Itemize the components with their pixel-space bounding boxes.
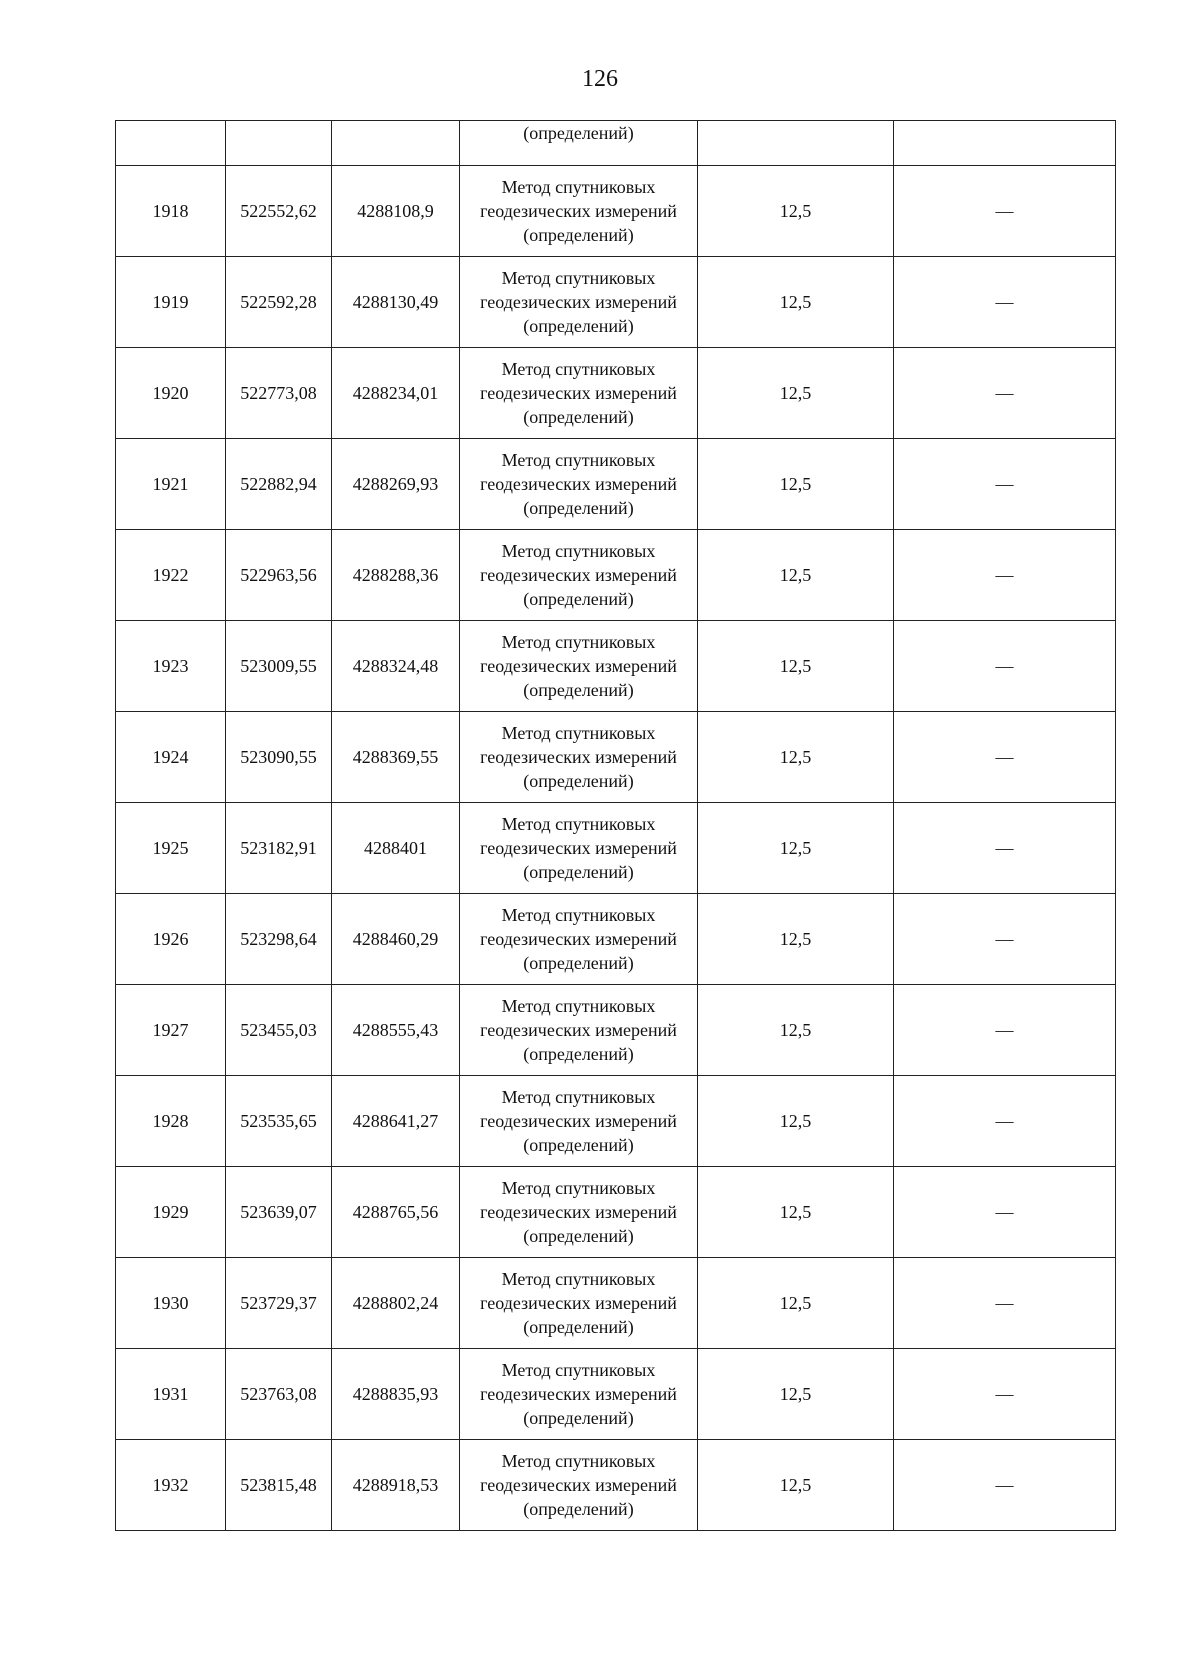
cell-point-number: 1926 — [116, 894, 226, 985]
method-line: (определений) — [523, 862, 634, 882]
cell-point-number: 1925 — [116, 803, 226, 894]
method-line: (определений) — [523, 771, 634, 791]
cell-x: 523815,48 — [226, 1440, 332, 1531]
cell-precision: 12,5 — [698, 439, 894, 530]
cell-point-number: 1927 — [116, 985, 226, 1076]
method-line: Метод спутниковых — [501, 268, 656, 288]
method-line: Метод спутниковых — [501, 723, 656, 743]
cell-note: — — [894, 1440, 1116, 1531]
cell-point-number: 1920 — [116, 348, 226, 439]
method-line: (определений) — [523, 1408, 634, 1428]
cell-precision: 12,5 — [698, 348, 894, 439]
method-line: (определений) — [523, 1317, 634, 1337]
method-line: Метод спутниковых — [501, 1269, 656, 1289]
table-row — [116, 257, 1116, 348]
method-line: (определений) — [523, 589, 634, 609]
method-line: (определений) — [523, 498, 634, 518]
cell-point-number: 1918 — [116, 166, 226, 257]
method-line: геодезических измерений — [480, 565, 677, 585]
method-line: (определений) — [523, 1226, 634, 1246]
cell-method — [460, 166, 698, 257]
method-line: Метод спутниковых — [501, 814, 656, 834]
cell-precision: 12,5 — [698, 621, 894, 712]
cell-note: — — [894, 621, 1116, 712]
cell-point-number: 1919 — [116, 257, 226, 348]
cell-method — [460, 348, 698, 439]
table-body — [116, 121, 1116, 1531]
cell-y: 4288269,93 — [332, 439, 460, 530]
cell-precision: 12,5 — [698, 712, 894, 803]
cell-method — [460, 1258, 698, 1349]
cell-precision: 12,5 — [698, 1167, 894, 1258]
table-row — [116, 1440, 1116, 1531]
method-line: (определений) — [523, 1044, 634, 1064]
method-line: Метод спутниковых — [501, 359, 656, 379]
cell-x: 523298,64 — [226, 894, 332, 985]
cell-method — [460, 894, 698, 985]
method-line: Метод спутниковых — [501, 632, 656, 652]
cell-y — [332, 121, 460, 166]
cell-point-number: 1928 — [116, 1076, 226, 1167]
cell-y: 4288918,53 — [332, 1440, 460, 1531]
cell-note: — — [894, 1349, 1116, 1440]
cell-point-number: 1923 — [116, 621, 226, 712]
cell-note: — — [894, 348, 1116, 439]
table-row — [116, 712, 1116, 803]
table-row — [116, 1076, 1116, 1167]
method-line: геодезических измерений — [480, 383, 677, 403]
method-line: геодезических измерений — [480, 474, 677, 494]
method-line: Метод спутниковых — [501, 1360, 656, 1380]
table-row — [116, 894, 1116, 985]
cell-y: 4288460,29 — [332, 894, 460, 985]
cell-note: — — [894, 257, 1116, 348]
cell-precision — [698, 121, 894, 166]
cell-point-number: 1931 — [116, 1349, 226, 1440]
cell-method — [460, 1349, 698, 1440]
cell-precision: 12,5 — [698, 1440, 894, 1531]
cell-method — [460, 439, 698, 530]
cell-x — [226, 121, 332, 166]
table-row — [116, 1167, 1116, 1258]
cell-note — [894, 121, 1116, 166]
cell-point-number: 1922 — [116, 530, 226, 621]
cell-y: 4288234,01 — [332, 348, 460, 439]
cell-x: 522882,94 — [226, 439, 332, 530]
cell-x: 523182,91 — [226, 803, 332, 894]
table-row — [116, 348, 1116, 439]
method-line: геодезических измерений — [480, 929, 677, 949]
cell-method — [460, 1076, 698, 1167]
cell-point-number: 1924 — [116, 712, 226, 803]
cell-method — [460, 1440, 698, 1531]
method-line: Метод спутниковых — [501, 905, 656, 925]
method-line: (определений) — [523, 316, 634, 336]
method-line: Метод спутниковых — [501, 450, 656, 470]
cell-y: 4288765,56 — [332, 1167, 460, 1258]
cell-y: 4288401 — [332, 803, 460, 894]
method-line: (определений) — [523, 407, 634, 427]
table-row — [116, 1258, 1116, 1349]
cell-point-number: 1929 — [116, 1167, 226, 1258]
table-row — [116, 985, 1116, 1076]
cell-note: — — [894, 985, 1116, 1076]
cell-x: 523639,07 — [226, 1167, 332, 1258]
method-line: (определений) — [523, 953, 634, 973]
method-line: Метод спутниковых — [501, 1178, 656, 1198]
cell-y: 4288324,48 — [332, 621, 460, 712]
cell-note: — — [894, 530, 1116, 621]
method-line: геодезических измерений — [480, 201, 677, 221]
cell-precision: 12,5 — [698, 1076, 894, 1167]
cell-x: 523535,65 — [226, 1076, 332, 1167]
cell-precision: 12,5 — [698, 894, 894, 985]
page-number: 126 — [582, 66, 618, 92]
method-line: геодезических измерений — [480, 292, 677, 312]
cell-precision: 12,5 — [698, 257, 894, 348]
cell-method — [460, 530, 698, 621]
cell-point-number: 1930 — [116, 1258, 226, 1349]
cell-y: 4288555,43 — [332, 985, 460, 1076]
cell-method: (определений) — [460, 121, 698, 166]
method-line: (определений) — [523, 680, 634, 700]
method-line: геодезических измерений — [480, 1020, 677, 1040]
table-row — [116, 439, 1116, 530]
cell-y: 4288835,93 — [332, 1349, 460, 1440]
method-line: (определений) — [523, 1135, 634, 1155]
cell-x: 523763,08 — [226, 1349, 332, 1440]
cell-note: — — [894, 1076, 1116, 1167]
table-row — [116, 166, 1116, 257]
cell-note: — — [894, 439, 1116, 530]
method-line: геодезических измерений — [480, 1293, 677, 1313]
table-row — [116, 621, 1116, 712]
cell-note: — — [894, 1167, 1116, 1258]
cell-note: — — [894, 166, 1116, 257]
table-row — [116, 530, 1116, 621]
continuation-row — [116, 121, 1116, 166]
cell-note: — — [894, 803, 1116, 894]
coordinates-table — [115, 120, 1116, 1531]
cell-y: 4288130,49 — [332, 257, 460, 348]
table-row — [116, 803, 1116, 894]
cell-method — [460, 257, 698, 348]
cell-x: 523455,03 — [226, 985, 332, 1076]
method-line: (определений) — [523, 225, 634, 245]
cell-y: 4288641,27 — [332, 1076, 460, 1167]
method-line: Метод спутниковых — [501, 996, 656, 1016]
method-line: геодезических измерений — [480, 1475, 677, 1495]
method-line: Метод спутниковых — [501, 1087, 656, 1107]
cell-method — [460, 985, 698, 1076]
cell-note: — — [894, 712, 1116, 803]
cell-point-number: 1921 — [116, 439, 226, 530]
cell-point-number — [116, 121, 226, 166]
cell-method — [460, 621, 698, 712]
cell-y: 4288802,24 — [332, 1258, 460, 1349]
method-line: геодезических измерений — [480, 1111, 677, 1131]
method-line: Метод спутниковых — [501, 541, 656, 561]
cell-y: 4288108,9 — [332, 166, 460, 257]
cell-precision: 12,5 — [698, 166, 894, 257]
table-row — [116, 1349, 1116, 1440]
cell-precision: 12,5 — [698, 985, 894, 1076]
cell-note: — — [894, 894, 1116, 985]
method-line: Метод спутниковых — [501, 177, 656, 197]
method-line: геодезических измерений — [480, 656, 677, 676]
cell-x: 522773,08 — [226, 348, 332, 439]
cell-y: 4288288,36 — [332, 530, 460, 621]
method-line: геодезических измерений — [480, 1384, 677, 1404]
cell-precision: 12,5 — [698, 803, 894, 894]
method-line: (определений) — [523, 1499, 634, 1519]
cell-x: 523729,37 — [226, 1258, 332, 1349]
cell-precision: 12,5 — [698, 1349, 894, 1440]
cell-y: 4288369,55 — [332, 712, 460, 803]
cell-x: 522592,28 — [226, 257, 332, 348]
cell-method — [460, 803, 698, 894]
cell-x: 522963,56 — [226, 530, 332, 621]
cell-x: 523009,55 — [226, 621, 332, 712]
cell-point-number: 1932 — [116, 1440, 226, 1531]
method-line: геодезических измерений — [480, 747, 677, 767]
cell-x: 523090,55 — [226, 712, 332, 803]
cell-method — [460, 712, 698, 803]
cell-method — [460, 1167, 698, 1258]
cell-precision: 12,5 — [698, 1258, 894, 1349]
cell-note: — — [894, 1258, 1116, 1349]
method-line: геодезических измерений — [480, 1202, 677, 1222]
cell-precision: 12,5 — [698, 530, 894, 621]
cell-x: 522552,62 — [226, 166, 332, 257]
method-line: геодезических измерений — [480, 838, 677, 858]
method-line: Метод спутниковых — [501, 1451, 656, 1471]
